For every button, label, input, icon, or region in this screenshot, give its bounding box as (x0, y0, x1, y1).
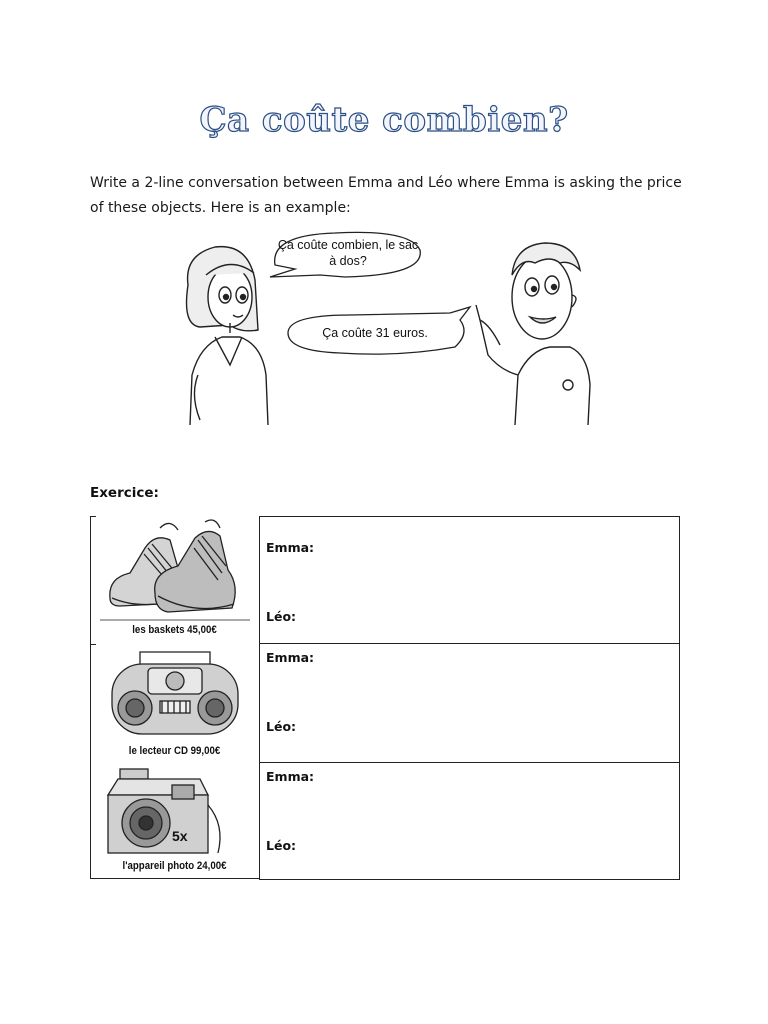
page-title: Ça coûte combien? (199, 100, 569, 140)
speaker-leo: Léo: (266, 838, 297, 853)
product-caption: les baskets 45,00€ (132, 624, 217, 636)
cd-player-icon (100, 646, 250, 741)
speaker-leo: Léo: (266, 719, 297, 734)
table-row (90, 644, 259, 762)
speaker-leo: Léo: (266, 609, 297, 624)
bubble1-line2: à dos? (329, 254, 367, 268)
exercise-label: Exercice: (90, 485, 159, 501)
bubble2-text: Ça coûte 31 euros. (322, 326, 428, 340)
exercise-table (90, 516, 679, 880)
table-border (259, 516, 680, 880)
table-row (90, 763, 259, 878)
speaker-emma: Emma: (266, 540, 315, 555)
row-divider (259, 643, 679, 644)
speaker-emma: Emma: (266, 650, 315, 665)
table-row (90, 516, 259, 643)
camera-icon (100, 765, 250, 860)
leo-illustration (476, 243, 590, 425)
row-divider (259, 762, 679, 763)
product-caption: le lecteur CD 99,00€ (128, 745, 221, 757)
bubble1-line1: Ça coûte combien, le sac (277, 238, 419, 252)
instructions: Write a 2-line conversation between Emma and Léo where Emma is asking the price of these objects. Here is an example: (90, 175, 682, 216)
example-illustration (170, 225, 600, 435)
emma-illustration (187, 247, 269, 425)
speaker-emma: Emma: (266, 769, 315, 784)
zoom-label: 5x (172, 828, 188, 844)
product-caption: l'appareil photo 24,00€ (122, 860, 227, 872)
table-bottom-border (90, 878, 260, 879)
sneakers-icon (100, 518, 250, 623)
